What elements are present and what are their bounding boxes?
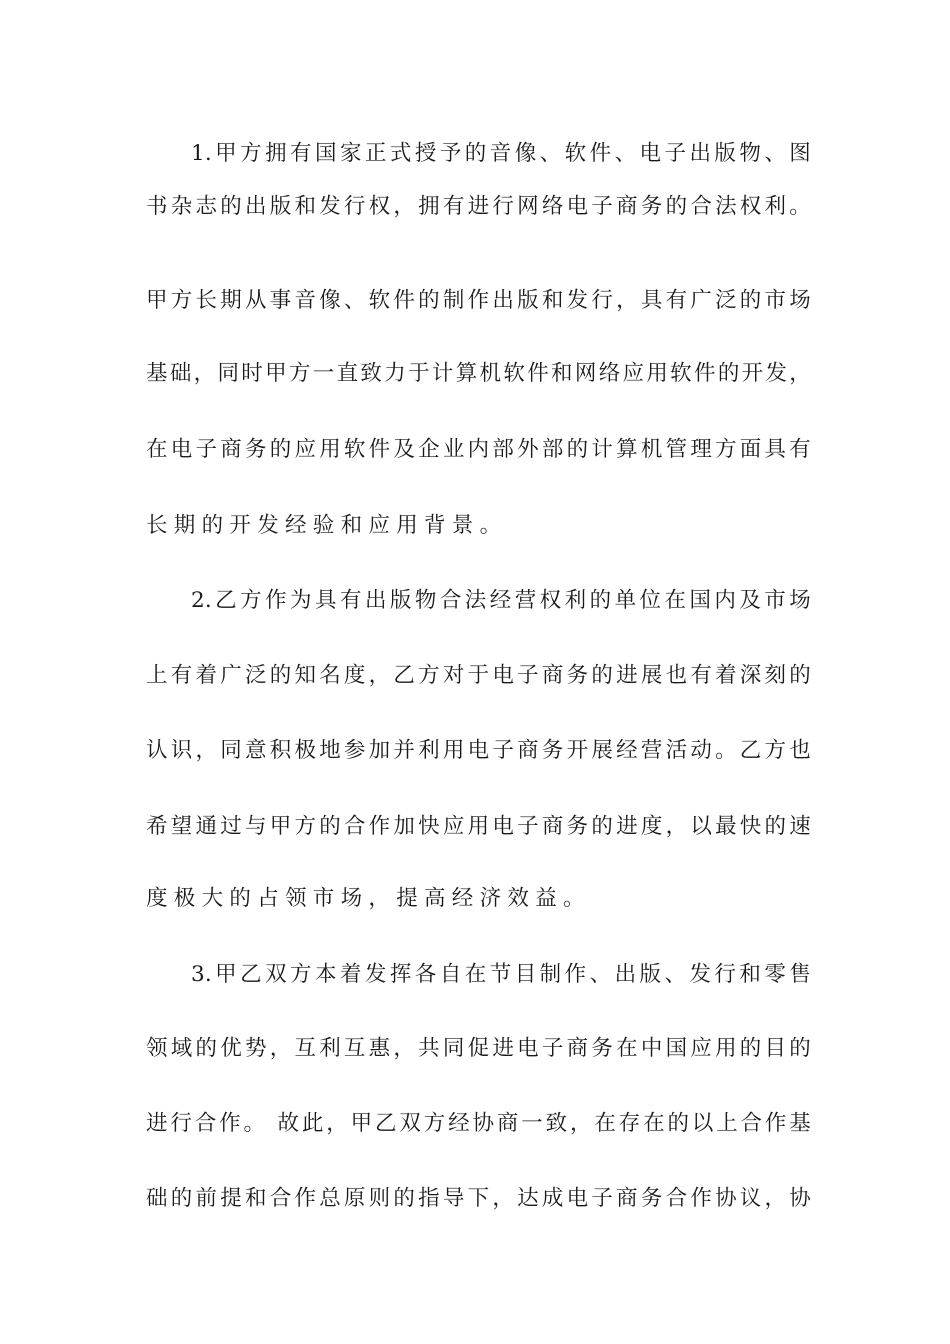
paragraph-3-line-3: 进行合作。 故此，甲乙双方经协商一致，在存在的以上合作基 <box>146 1111 811 1136</box>
paragraph-2-line-3: 认识，同意积极地参加并利用电子商务开展经营活动。乙方也 <box>146 738 811 763</box>
paragraph-3-line-2: 领域的优势，互利互惠，共同促进电子商务在中国应用的目的 <box>146 1036 811 1061</box>
paragraph-1-line-2: 书杂志的出版和发行权，拥有进行网络电子商务的合法权利。 <box>146 194 811 219</box>
paragraph-1-line-5: 在电子商务的应用软件及企业内部外部的计算机管理方面具有 <box>146 437 811 462</box>
paragraph-2-line-2: 上有着广泛的知名度，乙方对于电子商务的进展也有着深刻的 <box>146 663 811 688</box>
paragraph-2-line-1: 2.乙方作为具有出版物合法经营权利的单位在国内及市场 <box>191 588 811 613</box>
paragraph-3-line-4: 础的前提和合作总原则的指导下，达成电子商务合作协议，协 <box>146 1186 811 1211</box>
paragraph-1-line-4: 基础，同时甲方一直致力于计算机软件和网络应用软件的开发， <box>146 361 811 386</box>
paragraph-2-line-4: 希望通过与甲方的合作加快应用电子商务的进度，以最快的速 <box>146 814 811 839</box>
paragraph-1-line-1: 1.甲方拥有国家正式授予的音像、软件、电子出版物、图 <box>191 141 811 166</box>
paragraph-2-line-5: 度极大的占领市场，提高经济效益。 <box>146 886 591 911</box>
paragraph-1-line-6: 长期的开发经验和应用背景。 <box>146 513 508 538</box>
paragraph-1-line-3: 甲方长期从事音像、软件的制作出版和发行，具有广泛的市场 <box>146 288 811 313</box>
paragraph-3-line-1: 3.甲乙双方本着发挥各自在节目制作、出版、发行和零售 <box>191 962 811 987</box>
